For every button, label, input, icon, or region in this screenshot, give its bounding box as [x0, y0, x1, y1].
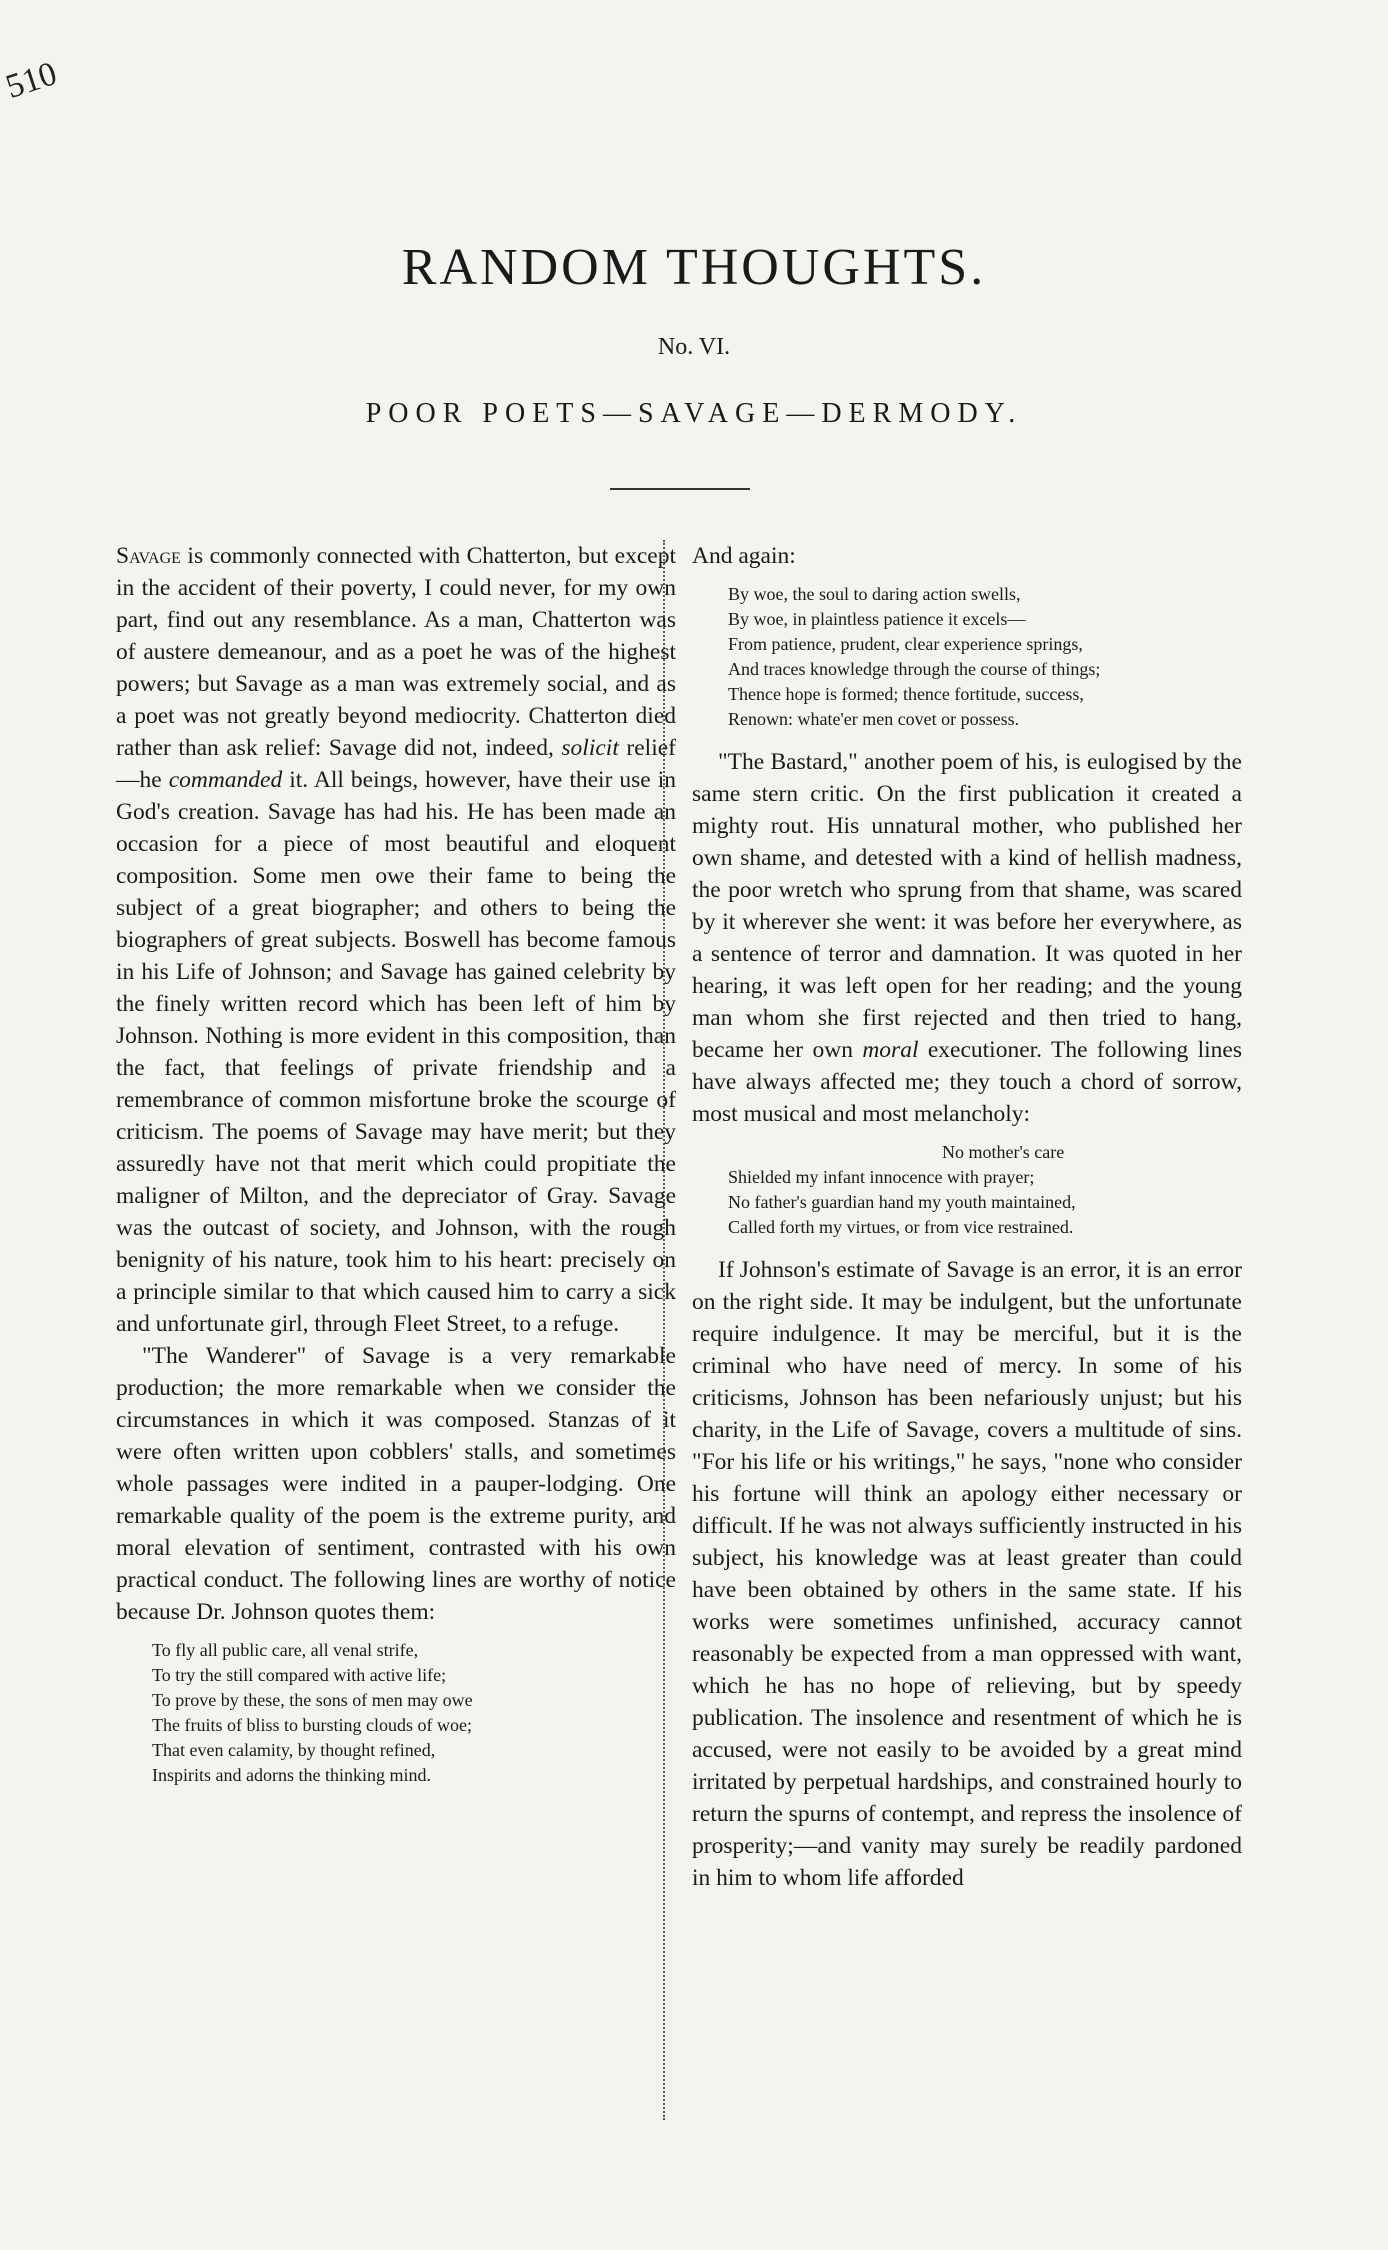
paragraph-3-text-b: executioner. The following lines have always affected me; they touch a chord of sorrow, most musical and most melancholy: — [692, 1037, 1243, 1127]
verse-line: By woe, the soul to daring action swells, — [728, 584, 1021, 604]
verse-line: No mother's care — [942, 1142, 1065, 1162]
paragraph-1-text-b: relief—he — [116, 735, 676, 793]
verse-line: To try the still compared with active life; — [152, 1665, 447, 1685]
verse-line: That even calamity, by thought refined, — [152, 1740, 436, 1760]
verse-line: To prove by these, the sons of men may owe — [152, 1690, 473, 1710]
paragraph-1 — [116, 540, 676, 1340]
verse-line: Called forth my virtues, or from vice restrained. — [728, 1217, 1074, 1237]
article-subtitle: POOR POETS—SAVAGE—DERMODY. — [365, 398, 1023, 429]
title-rule — [610, 488, 750, 490]
verse-line: By woe, in plaintless patience it excels— — [728, 609, 1026, 629]
left-column — [116, 540, 676, 1802]
verse-line: Thence hope is formed; thence fortitude, success, — [728, 684, 1084, 704]
paragraph-3 — [692, 746, 1242, 1130]
page-number: 510 — [1, 55, 62, 106]
emphasis-moral: moral — [862, 1037, 919, 1063]
lead-word: Savage — [116, 543, 181, 569]
verse-line: The fruits of bliss to bursting clouds of woe; — [152, 1715, 472, 1735]
and-again: And again: — [692, 543, 796, 569]
verse-line: To fly all public care, all venal strife, — [152, 1640, 419, 1660]
verse-line: Shielded my infant innocence with prayer; — [728, 1167, 1035, 1187]
verse-line: And traces knowledge through the course of things; — [728, 659, 1101, 679]
emphasis-solicit: solicit — [561, 735, 619, 761]
emphasis-commanded: commanded — [168, 767, 283, 793]
verse-line: No father's guardian hand my youth maintained, — [728, 1192, 1076, 1212]
verse-line: Inspirits and adorns the thinking mind. — [152, 1765, 431, 1785]
verse-line: From patience, prudent, clear experience springs, — [728, 634, 1083, 654]
verse-line: Renown: whate'er men covet or possess. — [728, 709, 1020, 729]
verse-woe — [728, 582, 1242, 732]
article-number: No. VI. — [657, 334, 731, 360]
paragraph-3-text-a: "The Bastard," another poem of his, is eulogised by the same stern critic. On the first publication it created a mighty rout. His unnatural mother, who published her own shame, and detested with a kind of hellish madness, the poor wretch who sprung from that shame, was scared by it wherever she went: it was before her everywhere, as a sentence of terror and damnation. It was quoted in her hearing, it was left open for her reading; and the young man whom she first rejected and then tried to hang, became her own — [692, 749, 1242, 1063]
paragraph-1-text-c: it. All beings, however, have their use in God's creation. Savage has had his. He has been made an occasion for a piece of most beautiful and eloquent composition. Some men owe their fame to being the subject of a great biographer; and others to being the biographers of great subjects. Boswell has become famous in his Life of Johnson; and Savage has gained celebrity by the finely written record which has been left of him by Johnson. Nothing is more evident in this composition, than the fact, that feelings of private friendship and a remembrance of common misfortune broke the scourge of criticism. The poems of Savage may have merit; but they assuredly have not that merit which could propitiate the maligner of Milton, and the depreciator of Gray. Savage was the outcast of society, and Johnson, with the rough benignity of his nature, took him to his heart: precisely on a principle similar to that which caused him to carry a sick and unfortunate girl, through Fleet Street, to a refuge. — [116, 767, 676, 1337]
paragraph-2: "The Wanderer" of Savage is a very remarkable production; the more remarkable when we consider the circumstances in which it was composed. Stanzas of it were often written upon cobblers' stalls, and sometimes whole passages were indited in a pauper-lodging. One remarkable quality of the poem is the extreme purity, and moral elevation of sentiment, contrasted with his own practical conduct. The following lines are worthy of notice because Dr. Johnson quotes them: — [116, 1343, 676, 1625]
paragraph-4: If Johnson's estimate of Savage is an error, it is an error on the right side. It may be indulgent, but the unfortunate require indulgence. It may be merciful, but it is the criminal who have need of mercy. In some of his criticisms, Johnson has been nefariously unjust; but his charity, in the Life of Savage, covers a multitude of sins. "For his life or his writings," he says, "none who consider his fortune will think an apology either necessary or difficult. If he was not always sufficiently instructed in his subject, his knowledge was at least greater than could have been obtained by others in the same state. If his works were sometimes unfinished, accuracy cannot reasonably be expected from a man oppressed with want, which he has no hope of relieving, but by speedy publication. The insolence and resentment of which he is accused, were not easily to be avoided by a great mind irritated by perpetual hardships, and constrained hourly to return the spurns of contempt, and repress the insolence of prosperity;—and vanity may surely be readily pardoned in him to whom life afforded — [692, 1257, 1242, 1891]
verse-bastard — [728, 1140, 1242, 1240]
paragraph-1-text-a: is commonly connected with Chatterton, but except in the accident of their poverty, I could never, for my own part, find out any resemblance. As a man, Chatterton was of austere demeanour, and as a poet he was of the highest powers; but Savage as a man was extremely social, and as a poet was not greatly beyond mediocrity. Chatterton died rather than ask relief: Savage did not, indeed, — [116, 543, 676, 761]
right-column — [692, 540, 1242, 1894]
verse-wanderer — [152, 1638, 676, 1788]
article-title: RANDOM THOUGHTS. — [401, 239, 987, 296]
